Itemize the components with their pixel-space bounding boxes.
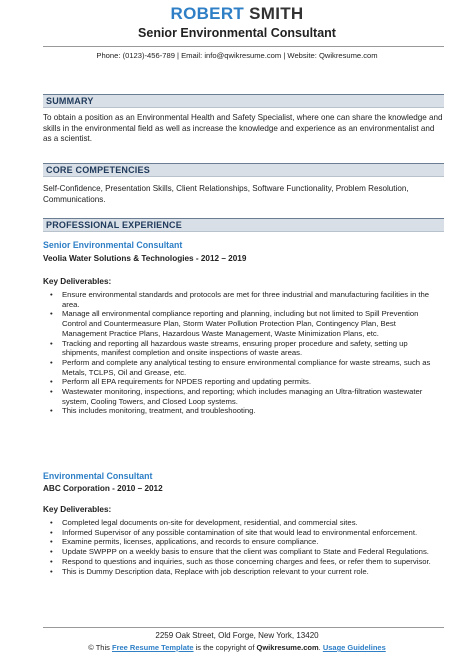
job-company: Veolia Water Solutions & Technologies - 2012 – 2019 (43, 254, 247, 263)
list-item: • Update SWPPP on a weekly basis to ensure that the client was compliant to State and Federal Regulations. (62, 547, 440, 557)
qwikresume-site: Qwikresume.com (256, 643, 319, 652)
job-title: Environmental Consultant (43, 471, 153, 481)
footer-copyright (0, 643, 474, 652)
list-item: • This includes monitoring, treatment, and troubleshooting. (62, 406, 440, 416)
candidate-name (0, 4, 474, 24)
list-item: • Manage all environmental compliance reporting and planning, including but not limited to Spill Prevention Control and Countermeasure Plan, Storm Water Pollution Protection Plan, Contingency Plan, Best Management Practice Plans, Hazardous Waste Management, Waste Minimization Plans, etc. (62, 309, 440, 338)
job-1-deliverables-list (62, 290, 440, 416)
list-item: • Wastewater monitoring, inspections, and reporting; which includes managing an Ultra-filtration wastewater system, Cooling Towers, and Closed Loop systems. (62, 387, 440, 406)
free-resume-template-link[interactable]: Free Resume Template (111, 643, 194, 652)
job-2-deliverables-list (62, 518, 440, 576)
list-item: • Ensure environmental standards and protocols are met for three industrial and manufacturing facilities in the area. (62, 290, 440, 309)
copyright-prefix: © This (88, 643, 110, 652)
job-company: ABC Corporation - 2010 – 2012 (43, 484, 163, 493)
summary-text: To obtain a position as an Environmental Health and Safety Specialist, where one can share the knowledge and skills in the environmental field as well as increase the knowledge and experience as an environmentalist and as a scientist. (43, 113, 443, 143)
job-title: Senior Environmental Consultant (43, 240, 183, 250)
section-experience-heading (43, 218, 444, 232)
list-item: • Perform and complete any analytical testing to ensure environmental compliance for waste streams, such as Metals, TCLPS, Oil and Grease, etc. (62, 358, 440, 377)
key-deliverables-label: Key Deliverables: (43, 505, 112, 514)
list-item: • This is Dummy Description data, Replace with job description relevant to your current role. (62, 567, 440, 577)
footer-separator: . (318, 643, 321, 652)
contact-line: Phone: (0123)-456-789 | Email: info@qwikresume.com | Website: Qwikresume.com (96, 51, 378, 60)
section-summary-heading (43, 94, 444, 108)
section-competencies-label: CORE COMPETENCIES (46, 165, 150, 175)
list-item: • Tracking and reporting all hazardous waste streams, ensuring proper procedure and safety, setting up shipments, manifest completion and onsite inspections of waste areas. (62, 339, 440, 358)
footer-address: 2259 Oak Street, Old Forge, New York, 13420 (155, 631, 319, 640)
list-item: • Completed legal documents on-site for development, residential, and commercial sites. (62, 518, 440, 528)
header-divider (43, 46, 444, 47)
section-summary-label: SUMMARY (46, 96, 94, 106)
section-experience-label: PROFESSIONAL EXPERIENCE (46, 220, 182, 230)
list-item: • Examine permits, licenses, applications, and records to ensure compliance. (62, 537, 440, 547)
copyright-middle: is the copyright of (195, 643, 255, 652)
list-item: • Perform all EPA requirements for NPDES reporting and updating permits. (62, 377, 440, 387)
candidate-title: Senior Environmental Consultant (138, 26, 336, 40)
competencies-text: Self-Confidence, Presentation Skills, Client Relationships, Software Functionality, Problem Resolution, Communications. (43, 184, 409, 204)
section-competencies-heading (43, 163, 444, 177)
key-deliverables-label: Key Deliverables: (43, 277, 112, 286)
first-name: ROBERT (170, 4, 245, 23)
list-item: • Respond to questions and inquiries, such as those concerning charges and fees, or refer them to supervisor. (62, 557, 440, 567)
list-item: • Informed Supervisor of any possible contamination of site that would lead to environmental enforcement. (62, 528, 440, 538)
usage-guidelines-link[interactable]: Usage Guidelines (322, 643, 386, 652)
last-name: SMITH (249, 4, 304, 23)
footer-divider (43, 627, 444, 628)
